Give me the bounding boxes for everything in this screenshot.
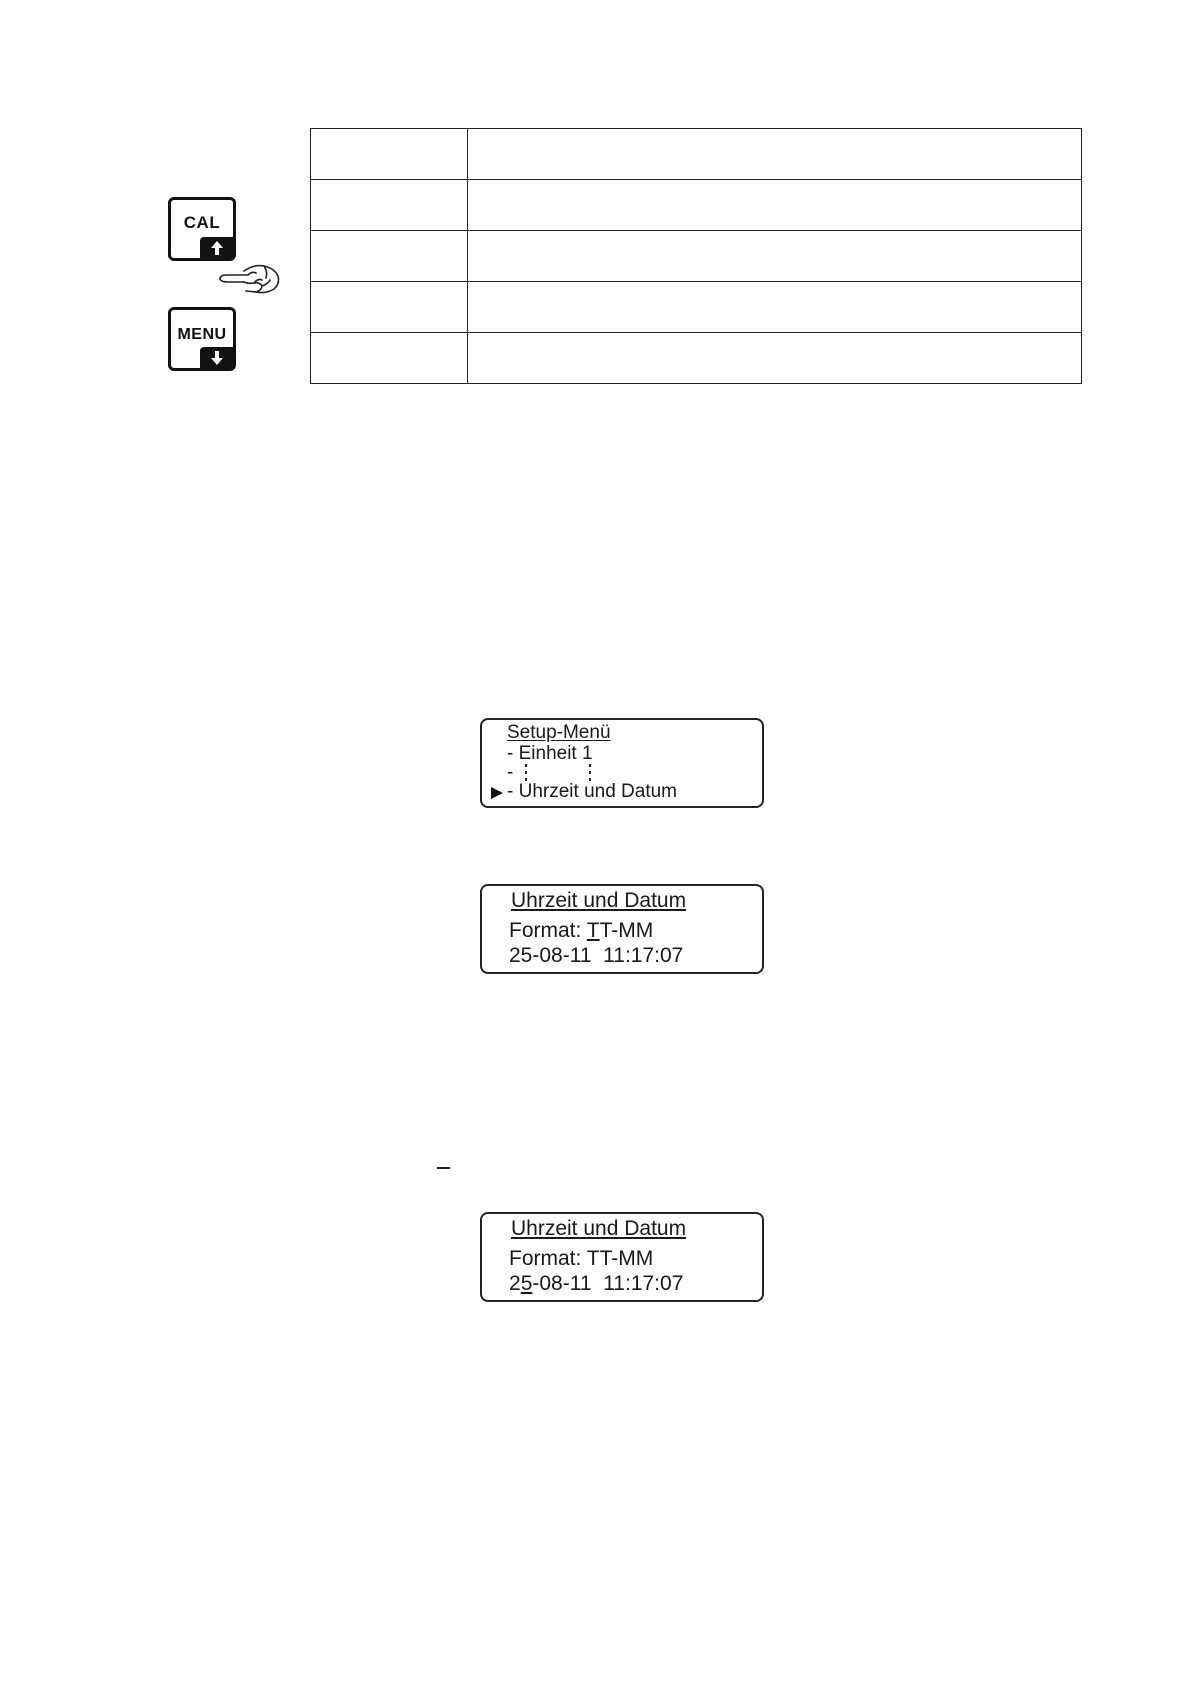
date-time-value: [509, 944, 683, 968]
time-date-display: [480, 1212, 764, 1302]
pointing-hand-icon: [218, 262, 284, 301]
table-cell: [468, 129, 1082, 180]
display-title: Uhrzeit und Datum: [511, 1217, 687, 1240]
table-cell: [468, 180, 1082, 231]
cal-key-label: CAL: [183, 213, 221, 232]
menu-item-time-date: - Uhrzeit und Datum: [507, 781, 678, 802]
table-cell: [311, 231, 468, 282]
format-line: [509, 1247, 653, 1271]
menu-item-ellipsis: -: [507, 762, 519, 783]
format-line: [509, 919, 653, 943]
menu-key-label: MENU: [177, 326, 227, 343]
time-date-display: [480, 884, 764, 974]
value-rest: -08-11 11:17:07: [532, 1272, 684, 1295]
value-prefix: 2: [509, 1272, 521, 1295]
display-title: Uhrzeit und Datum: [511, 889, 687, 912]
table-cell: [468, 282, 1082, 333]
table-row: [311, 180, 1082, 231]
table-row: [311, 231, 1082, 282]
format-prefix: Format:: [509, 919, 587, 942]
table-cell: [468, 333, 1082, 384]
display-title: Setup-Menü: [507, 722, 611, 743]
cursor-character: T: [586, 919, 600, 942]
cursor-character: 5: [520, 1272, 533, 1295]
menu-item-unit: - Einheit 1: [507, 743, 593, 764]
value-rest: 25-08-11 11:17:07: [509, 944, 684, 967]
table-cell: [311, 333, 468, 384]
table-cell: [468, 231, 1082, 282]
table-row: [311, 282, 1082, 333]
format-rest: T-MM: [599, 919, 654, 942]
table-row: [311, 333, 1082, 384]
selector-arrow-icon: [490, 786, 504, 800]
format-prefix: Format: TT-MM: [509, 1247, 654, 1270]
table-cell: [311, 180, 468, 231]
arrow-up-icon: [200, 237, 234, 259]
date-time-value: [509, 1272, 683, 1296]
setup-menu-display: [480, 718, 764, 808]
table-cell: [311, 129, 468, 180]
cal-key-icon: [168, 197, 236, 261]
underline-mark: [437, 1167, 450, 1169]
arrow-down-icon: [200, 347, 234, 369]
table-cell: [311, 282, 468, 333]
menu-key-icon: [168, 307, 236, 371]
step-table: [310, 128, 1082, 384]
table-row: [311, 129, 1082, 180]
